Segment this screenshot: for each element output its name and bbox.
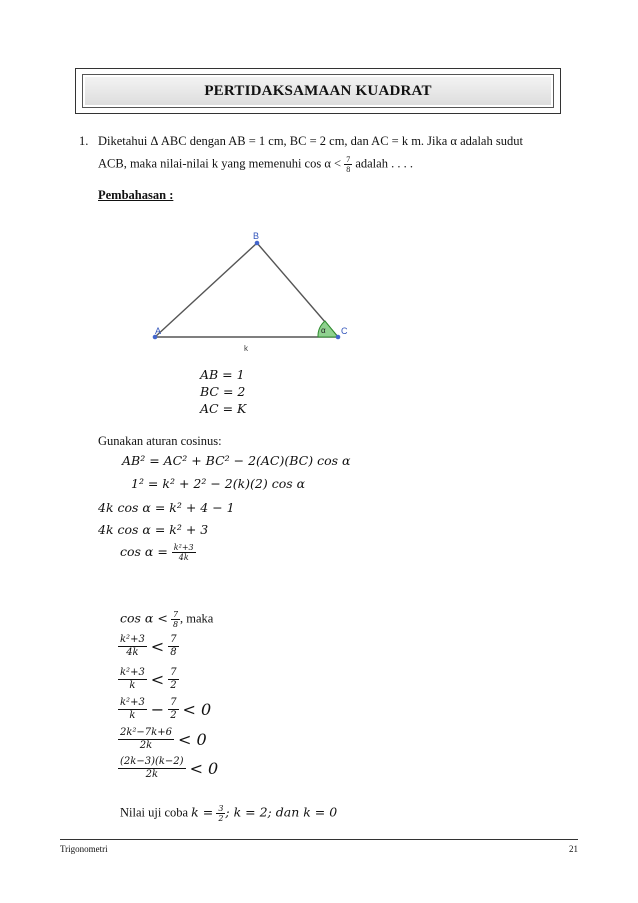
point-b: [255, 241, 260, 246]
cosine-eq-1: AB² = AC² + BC² − 2(AC)(BC) cos α: [122, 453, 351, 468]
footer-rule: [60, 839, 578, 840]
cosine-eq-2: 1² = k² + 2² − 2(k)(2) cos α: [131, 476, 306, 491]
fraction-numerator: 2k²−7k+6: [120, 727, 172, 738]
cosine-intro: Gunakan aturan cosinus:: [98, 434, 222, 448]
inequality-step-5: [118, 756, 218, 781]
condition-lhs: cos α <: [120, 610, 168, 626]
fraction-denominator: k: [129, 680, 136, 691]
fraction-denominator: k: [129, 710, 136, 721]
given-bc: BC = 2: [200, 384, 246, 399]
fraction-numerator: 7: [170, 697, 177, 708]
fraction-numerator: 7: [172, 610, 179, 619]
fraction-numerator: (2k−3)(k−2): [120, 756, 184, 767]
condition-post: , maka: [180, 611, 214, 626]
side-ab: [155, 243, 257, 337]
pembahasan-heading: Pembahasan :: [98, 188, 174, 202]
condition-line: [120, 610, 213, 629]
step-3-tail: < 0: [182, 700, 212, 719]
fraction-numerator: 3: [218, 804, 224, 813]
label-k: k: [244, 344, 248, 353]
fraction-denominator: 8: [346, 165, 351, 174]
label-a: A: [155, 326, 162, 336]
inequality-step-4: [118, 727, 207, 752]
cosine-eq-3: 4k cos α = k² + 4 − 1: [98, 500, 235, 515]
fraction-denominator: 4k: [126, 647, 139, 658]
condition-fraction: [171, 610, 180, 629]
step-3-rhs: [168, 697, 178, 722]
step-4-lhs: [118, 727, 174, 752]
label-alpha: α: [321, 326, 326, 335]
inequality-step-1: [118, 634, 179, 659]
fraction-numerator: k²+3: [120, 634, 145, 645]
fraction-denominator: 8: [172, 620, 179, 629]
problem-line-2-text: ACB, maka nilai-nilai k yang memenuhi cos α <: [98, 156, 342, 171]
fraction-denominator: 2k: [139, 740, 153, 751]
step-5-lhs: [118, 756, 186, 781]
inequality-step-3: [118, 697, 211, 722]
label-c: C: [341, 326, 348, 336]
step-2-lhs: [118, 667, 147, 692]
fraction-denominator: 2: [218, 814, 224, 823]
footer-left: Trigonometri: [60, 844, 108, 854]
test-values-keq: k =: [191, 804, 214, 820]
fraction-numerator: k²+3: [120, 697, 145, 708]
given-ac: AC = K: [200, 401, 247, 416]
step-2-rel: <: [150, 670, 165, 689]
test-values-line: [120, 804, 337, 823]
cosine-eq-4: 4k cos α = k² + 3: [98, 522, 209, 537]
problem-number: 1.: [79, 134, 89, 148]
step-3-rel: −: [150, 700, 165, 719]
step-4-tail: < 0: [177, 730, 207, 749]
fraction-numerator: 7: [170, 634, 177, 645]
fraction-denominator: 2k: [145, 769, 158, 780]
cosine-eq-5: [120, 543, 196, 562]
triangle-figure: [140, 225, 365, 360]
fraction-denominator: 2: [170, 710, 177, 721]
fraction-numerator: k²+3: [173, 543, 194, 552]
problem-line-1: Diketahui Δ ABC dengan AB = 1 cm, BC = 2 cm, dan AC = k m. Jika α adalah sudut: [98, 134, 523, 148]
inequality-step-2: [118, 667, 179, 692]
step-1-rel: <: [150, 637, 165, 656]
step-1-lhs: [118, 634, 147, 659]
given-ab: AB = 1: [200, 367, 245, 382]
point-c: [336, 335, 341, 340]
label-b: B: [253, 231, 260, 241]
page-title: PERTIDAKSAMAAN KUADRAT: [204, 83, 432, 99]
title-box: [75, 68, 561, 114]
page-number: 21: [569, 844, 578, 854]
step-3-lhs: [118, 697, 147, 722]
step-2-rhs: [168, 667, 178, 692]
title-box-inner: [82, 74, 554, 108]
cosine-eq-5-lhs: cos α =: [120, 544, 168, 559]
fraction-denominator: 4k: [178, 553, 189, 562]
fraction-numerator: 7: [346, 155, 351, 164]
problem-line-2: [98, 155, 413, 174]
problem-fraction: [344, 155, 352, 174]
step-5-tail: < 0: [189, 759, 219, 778]
fraction-denominator: 8: [170, 647, 177, 658]
fraction-denominator: 2: [170, 680, 177, 691]
step-1-rhs: [168, 634, 178, 659]
fraction-numerator: k²+3: [120, 667, 145, 678]
cosine-eq-5-fraction: [172, 543, 196, 562]
fraction-numerator: 7: [170, 667, 177, 678]
test-values-pre: Nilai uji coba: [120, 805, 189, 820]
problem-line-2-end: adalah . . . .: [355, 156, 413, 171]
test-values-post: ; k = 2; dan k = 0: [225, 804, 338, 820]
